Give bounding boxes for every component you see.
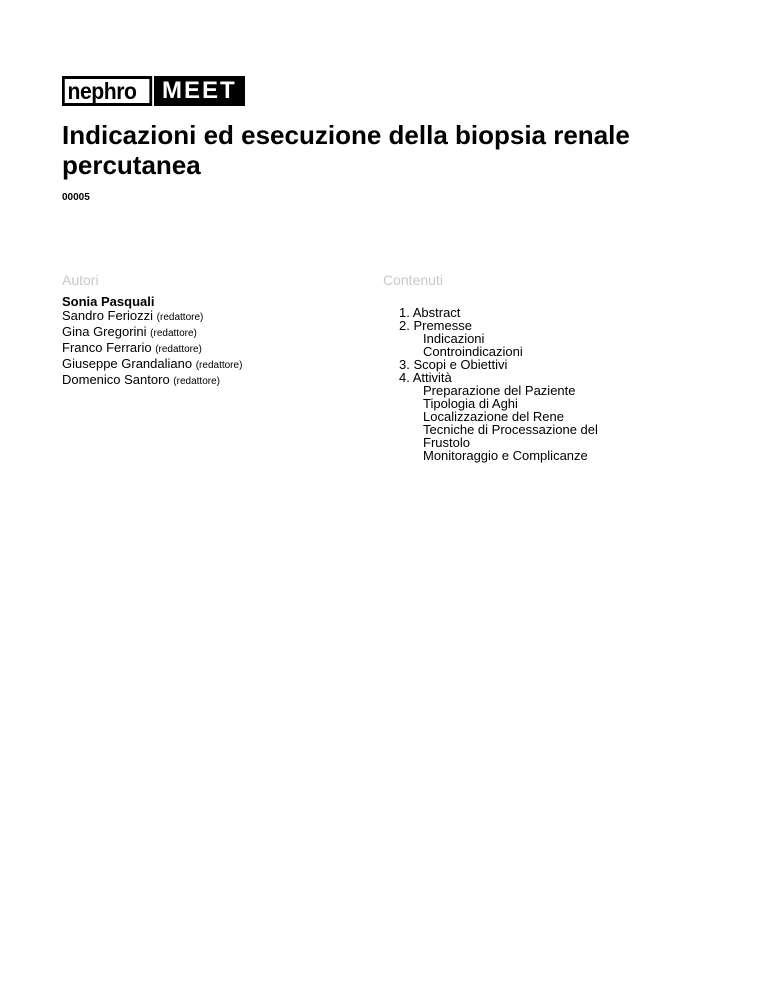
toc-subitem-localizzazione[interactable]: Localizzazione del Rene [423, 409, 564, 424]
author-role: (redattore) [173, 376, 220, 387]
toc-item-attivita[interactable]: 4. Attività [399, 370, 452, 385]
document-title: Indicazioni ed esecuzione della biopsia renale percutanea [62, 120, 630, 180]
author-item [62, 341, 242, 357]
author-role: (redattore) [155, 344, 202, 355]
author-name: Domenico Santoro [62, 372, 170, 387]
toc-subitem-monitoraggio[interactable]: Monitoraggio e Complicanze [423, 448, 588, 463]
lead-author: Sonia Pasquali [62, 294, 155, 309]
author-name: Franco Ferrario [62, 340, 152, 355]
logo-nephro: nephro [62, 76, 152, 106]
toc-subitem-processazione[interactable]: Tecniche di Processazione del Frustolo [423, 422, 598, 450]
author-name: Giuseppe Grandaliano [62, 356, 193, 371]
toc-subitem-indicazioni[interactable]: Indicazioni [423, 331, 485, 346]
toc-item-premesse[interactable]: 2. Premesse [399, 318, 472, 333]
author-role: (redattore) [195, 360, 243, 371]
toc-item-abstract[interactable]: 1. Abstract [399, 305, 461, 320]
author-item [62, 325, 242, 341]
author-name: Gina Gregorini [62, 324, 147, 339]
logo-meet: MEET [154, 76, 245, 106]
author-role: (redattore) [150, 328, 197, 339]
contents-heading: Contenuti [383, 272, 443, 288]
document-id: 00005 [62, 192, 90, 203]
authors-heading: Autori [62, 272, 99, 288]
toc-item-scopi[interactable]: 3. Scopi e Obiettivi [399, 357, 508, 372]
author-item [62, 309, 242, 325]
author-item [62, 357, 242, 373]
toc-subitem-controindicazioni[interactable]: Controindicazioni [423, 344, 523, 359]
nephromeet-logo [62, 76, 245, 106]
authors-list [62, 295, 242, 389]
toc-subitem-aghi[interactable]: Tipologia di Aghi [423, 396, 518, 411]
author-name: Sandro Feriozzi [62, 308, 154, 323]
table-of-contents [399, 306, 639, 462]
toc-subitem-preparazione[interactable]: Preparazione del Paziente [423, 383, 576, 398]
author-role: (redattore) [156, 312, 204, 323]
author-item [62, 373, 242, 389]
